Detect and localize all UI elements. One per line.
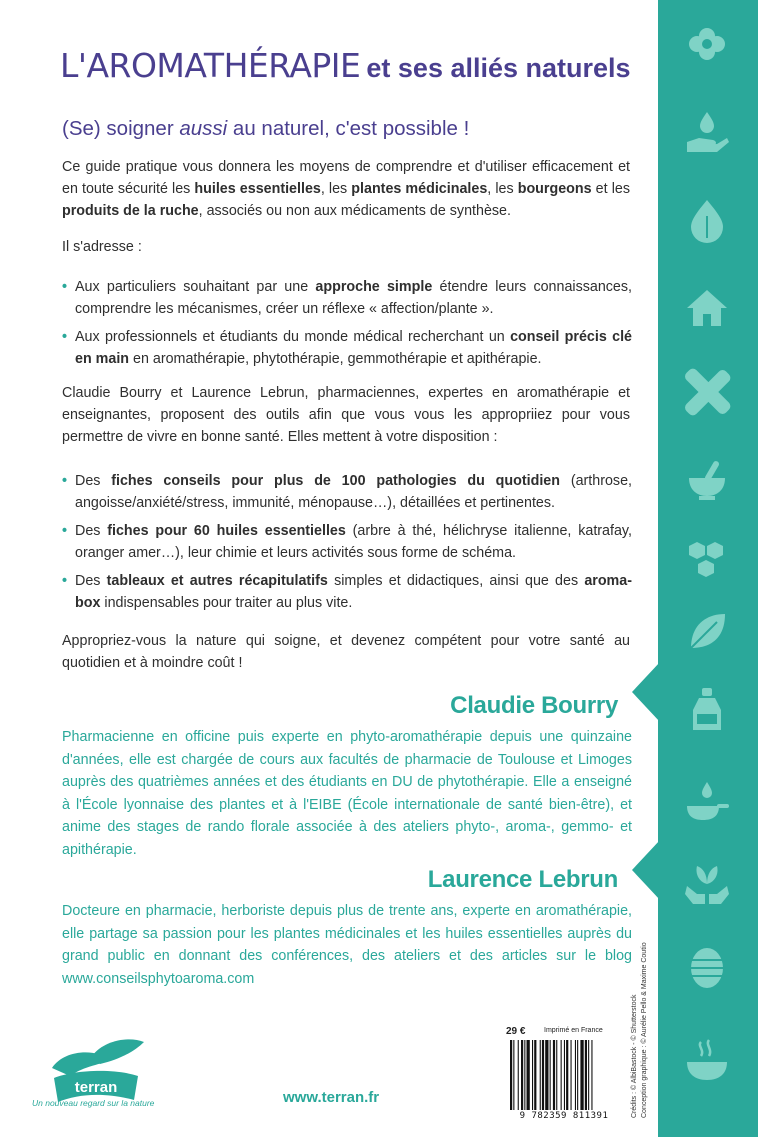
publisher-website[interactable]: www.terran.fr [283,1089,380,1106]
barcode-bar [585,1040,587,1110]
pan-drop-icon [683,778,731,826]
honeycomb-icon [683,536,731,584]
barcode-bar [561,1040,562,1110]
barcode-bar [553,1040,555,1110]
item-text: en aromathérapie, phytothérapie, gemmothérapie et apithérapie. [129,351,542,367]
barcode-bar [580,1040,583,1110]
author2-bio: Docteure en pharmacie, herboriste depuis plus de trente ans, experte en aromathérapie, elle partage sa passion pour les plantes médicinales et les huiles essentielles auprès du grand public en donnant des conférences, des ateliers et des articles sur le blog www.conseilsphytoaroma.com [62,903,632,987]
isbn-number: 9 782359 811391 [519,1111,609,1121]
barcode-bar [513,1040,514,1110]
book-title [60,46,631,85]
barcode-bar [524,1040,525,1110]
barcode-bar [575,1040,576,1110]
audience-list [62,276,632,376]
intro-bold: huiles essentielles [194,181,321,197]
publisher-tagline: Un nouveau regard sur la nature [32,1098,155,1108]
item-text: étendre leurs connaissances, comprendre les mécanismes, créer un réflexe « affection/plante ». [75,279,632,317]
barcode-bar [588,1040,589,1110]
barcode-bar [566,1040,568,1110]
intro-text: , les [487,181,518,197]
barcode-bar [591,1040,592,1110]
printed-in: Imprimé en France [544,1027,603,1034]
intro-text: , les [320,181,352,197]
item-bold: tableaux et autres récapitulatifs [106,573,328,589]
terran-logo [34,1030,164,1125]
item-text: (arbre à thé, hélichryse italienne, katrafay, oranger amer…), leur chimie et leurs activités sous forme de schéma. [75,523,632,561]
band-notch [632,840,660,900]
subtitle-emphasis: aussi [179,117,228,140]
logo-text: terran [74,1079,118,1096]
list-item [62,326,632,370]
item-bold: fiches conseils pour plus de 100 pathologies du quotidien [111,473,560,489]
hands-plant-icon [683,860,731,908]
image-credits [630,942,650,1118]
isbn-barcode [506,1040,622,1110]
credits-line: Crédits : © AlbiBastock - © Shutterstock [631,994,638,1118]
leaf-icon [683,608,731,656]
tools-list [62,470,632,620]
barcode-bar [540,1040,541,1110]
bottle-icon [683,686,731,734]
item-text: Des [75,573,107,589]
intro-addressee: Il s'adresse : [62,239,142,255]
intro-text: et les [591,181,630,197]
item-text: Aux particuliers souhaitant par une [75,279,316,295]
barcode-bar [521,1040,523,1110]
item-bold: aroma-box [75,573,632,611]
barcode-bar [577,1040,578,1110]
leaf-drop-icon [683,196,731,244]
item-text: Des [75,523,108,539]
subtitle-before: (Se) soigner [62,117,180,140]
item-text: simples et didactiques, ainsi que des [327,573,585,589]
barcode-bar [556,1040,557,1110]
barcode-bar [527,1040,530,1110]
item-bold: approche simple [315,279,433,295]
beehive-icon [683,944,731,992]
barcode-bar [518,1040,519,1110]
intro-paragraph [62,156,630,222]
logo-leaf-right [92,1039,144,1064]
intro-text: , associés ou non aux médicaments de synthèse. [198,203,511,219]
list-item [62,520,632,564]
barcode-bar [571,1040,572,1110]
flower-icon [683,20,731,68]
bandage-icon [683,368,731,416]
barcode-bar [534,1040,536,1110]
bowl-steam-icon [683,1036,731,1084]
authors-intro: Claudie Bourry et Laurence Lebrun, pharmaciennes, expertes en aromathérapie et enseignantes, proposent des outils afin que vous vous les appropriiez pour vous permettre de vivre en bonne santé. Elles mettent à votre disposition : [62,385,630,445]
price: 29 € [506,1026,526,1037]
intro-text: Ce guide pratique vous donnera les moyens de comprendre et d'utiliser efficacement et en toute sécurité les [62,159,630,197]
author1-bio: Pharmacienne en officine puis experte en phyto-aromathérapie depuis une quinzaine d'années, elle est chargée de cours aux facultés de pharmacie de Toulouse et Limoges auprès des quatrièmes années et des étudiants en DU de phytothérapie. Elle a enseigné à l'École lyonnaise des plantes et à l'EIBE (École internationale de santé bien-être), et anime des stages de rando florale associée à des ateliers phyto-, aroma-, gemmo- et apithérapie. [62,729,632,858]
list-item [62,570,632,614]
barcode-bar [510,1040,512,1110]
item-bold: conseil précis clé en main [75,329,632,367]
intro-bold: plantes médicinales [351,181,488,197]
subtitle [62,117,469,141]
item-text: indispensables pour traiter au plus vite. [100,595,353,611]
barcode-bar [545,1040,548,1110]
author2-name: Laurence Lebrun [427,866,618,893]
barcode-bar [542,1040,544,1110]
item-text: Des [75,473,112,489]
item-text: (arthrose, angoisse/anxiété/stress, immunité, ménopause…), détaillées et pertinentes. [75,473,632,511]
list-item [62,470,632,514]
barcode-bar [550,1040,551,1110]
item-text: Aux professionnels et étudiants du monde médical recherchant un [75,329,511,345]
barcode-bar [564,1040,565,1110]
intro-bold: bourgeons [517,181,592,197]
author1-name: Claudie Bourry [450,692,618,719]
title-rest: et ses alliés naturels [366,53,631,83]
item-bold: fiches pour 60 huiles essentielles [107,523,346,539]
title-main: L'AROMATHÉRAPIE [60,46,361,85]
intro-bold: produits de la ruche [62,203,199,219]
band-notch [632,662,660,722]
barcode-bar [532,1040,533,1110]
credits-line: Conception graphique : © Aurélie Pello & Maxime Coutio [641,942,648,1118]
subtitle-after: au naturel, c'est possible ! [227,117,470,140]
house-icon [683,284,731,332]
barcode-block [506,1026,622,1126]
closing-paragraph: Appropriez-vous la nature qui soigne, et devenez compétent pour votre santé au quotidien et à moindre coût ! [62,633,630,671]
mortar-icon [683,456,731,504]
hand-drop-icon [683,108,731,156]
list-item [62,276,632,320]
